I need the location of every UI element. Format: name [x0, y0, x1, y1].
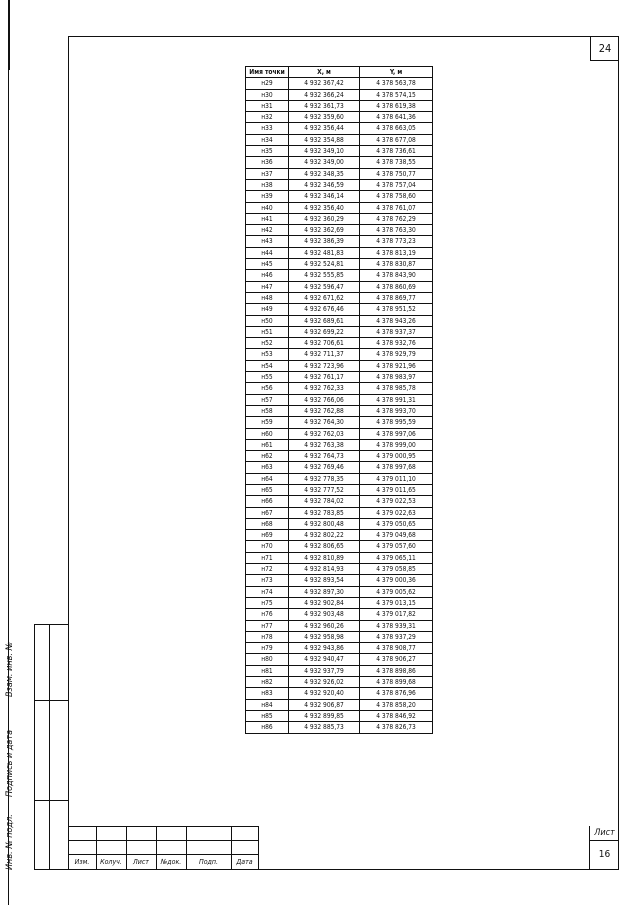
cell-y: 4 378 951,52	[360, 304, 433, 315]
table-row	[246, 564, 433, 575]
cell-point-name: н76	[246, 609, 289, 620]
cell-y: 4 378 826,73	[360, 722, 433, 733]
stamp-caption-izm: Изм.	[74, 858, 90, 866]
cell-x: 4 932 920,40	[289, 688, 360, 699]
cell-x: 4 932 960,26	[289, 620, 360, 631]
cell-x: 4 932 762,33	[289, 383, 360, 394]
table-row	[246, 281, 433, 292]
cell-y: 4 379 022,53	[360, 496, 433, 507]
cell-x: 4 932 940,47	[289, 654, 360, 665]
cell-x: 4 932 671,62	[289, 292, 360, 303]
cell-y: 4 378 983,97	[360, 372, 433, 383]
cell-y: 4 379 011,65	[360, 484, 433, 495]
cell-point-name: н46	[246, 270, 289, 281]
cell-point-name: н72	[246, 564, 289, 575]
cell-x: 4 932 937,79	[289, 665, 360, 676]
cell-point-name: н65	[246, 484, 289, 495]
cell-point-name: н71	[246, 552, 289, 563]
cell-x: 4 932 769,46	[289, 462, 360, 473]
table-row	[246, 259, 433, 270]
cell-x: 4 932 926,02	[289, 677, 360, 688]
cell-x: 4 932 723,96	[289, 360, 360, 371]
cell-point-name: н59	[246, 417, 289, 428]
cell-y: 4 378 993,70	[360, 405, 433, 416]
table-row	[246, 372, 433, 383]
table-row	[246, 518, 433, 529]
side-label-vzam-inv: Взам. инв. №	[5, 642, 15, 697]
cell-x: 4 932 897,30	[289, 586, 360, 597]
table-row	[246, 417, 433, 428]
table-row	[246, 315, 433, 326]
cell-point-name: н32	[246, 112, 289, 123]
cell-point-name: н45	[246, 259, 289, 270]
cell-x: 4 932 366,24	[289, 89, 360, 100]
cell-y: 4 379 022,63	[360, 507, 433, 518]
table-row	[246, 575, 433, 586]
cell-y: 4 378 858,20	[360, 699, 433, 710]
cell-point-name: н49	[246, 304, 289, 315]
table-row	[246, 168, 433, 179]
table-row	[246, 631, 433, 642]
cell-point-name: н48	[246, 292, 289, 303]
cell-y: 4 378 937,37	[360, 326, 433, 337]
side-approval-block	[5, 624, 68, 870]
cell-y: 4 378 939,31	[360, 620, 433, 631]
cell-point-name: н54	[246, 360, 289, 371]
cell-x: 4 932 906,87	[289, 699, 360, 710]
cell-y: 4 378 899,68	[360, 677, 433, 688]
cell-y: 4 378 663,05	[360, 123, 433, 134]
cell-x: 4 932 360,29	[289, 213, 360, 224]
cell-x: 4 932 764,30	[289, 417, 360, 428]
table-row	[246, 191, 433, 202]
cell-y: 4 378 876,96	[360, 688, 433, 699]
cell-point-name: н36	[246, 157, 289, 168]
cell-point-name: н63	[246, 462, 289, 473]
cell-point-name: н56	[246, 383, 289, 394]
cell-x: 4 932 596,47	[289, 281, 360, 292]
cell-point-name: н69	[246, 530, 289, 541]
cell-y: 4 378 843,90	[360, 270, 433, 281]
cell-x: 4 932 362,69	[289, 225, 360, 236]
cell-point-name: н33	[246, 123, 289, 134]
cell-x: 4 932 386,39	[289, 236, 360, 247]
table-row	[246, 394, 433, 405]
cell-x: 4 932 367,42	[289, 78, 360, 89]
table-row	[246, 654, 433, 665]
table-row	[246, 213, 433, 224]
cell-point-name: н43	[246, 236, 289, 247]
table-row	[246, 428, 433, 439]
cell-x: 4 932 893,54	[289, 575, 360, 586]
cell-y: 4 378 932,76	[360, 338, 433, 349]
table-row	[246, 247, 433, 258]
table-row	[246, 552, 433, 563]
table-row	[246, 530, 433, 541]
sheet-number: 16	[589, 841, 619, 870]
cell-point-name: н51	[246, 326, 289, 337]
cell-x: 4 932 356,44	[289, 123, 360, 134]
header-y: Y, м	[360, 67, 433, 78]
cell-point-name: н44	[246, 247, 289, 258]
table-row	[246, 383, 433, 394]
table-row	[246, 292, 433, 303]
cell-point-name: н85	[246, 710, 289, 721]
cell-y: 4 379 058,85	[360, 564, 433, 575]
table-row	[246, 609, 433, 620]
table-row	[246, 202, 433, 213]
header-x: X, м	[289, 67, 360, 78]
cell-point-name: н57	[246, 394, 289, 405]
coordinates-table	[245, 66, 433, 734]
table-row	[246, 722, 433, 733]
stamp-caption-podp: Подп.	[198, 858, 219, 866]
cell-x: 4 932 762,88	[289, 405, 360, 416]
table-row	[246, 462, 433, 473]
cell-x: 4 932 885,73	[289, 722, 360, 733]
side-label-signature-date: Подпись и дата	[5, 729, 15, 797]
stamp-caption-ndok: №док.	[160, 858, 182, 866]
cell-point-name: н68	[246, 518, 289, 529]
cell-point-name: н78	[246, 631, 289, 642]
table-row	[246, 270, 433, 281]
cell-y: 4 378 908,77	[360, 643, 433, 654]
cell-y: 4 379 017,82	[360, 609, 433, 620]
cell-x: 4 932 711,37	[289, 349, 360, 360]
cell-x: 4 932 524,81	[289, 259, 360, 270]
cell-x: 4 932 903,48	[289, 609, 360, 620]
cell-y: 4 378 869,77	[360, 292, 433, 303]
cell-y: 4 378 738,55	[360, 157, 433, 168]
cell-x: 4 932 481,83	[289, 247, 360, 258]
cell-y: 4 378 736,61	[360, 146, 433, 157]
cell-point-name: н73	[246, 575, 289, 586]
cell-point-name: н53	[246, 349, 289, 360]
table-row	[246, 236, 433, 247]
cell-point-name: н77	[246, 620, 289, 631]
cell-y: 4 378 758,60	[360, 191, 433, 202]
cell-point-name: н74	[246, 586, 289, 597]
table-row	[246, 134, 433, 145]
cell-x: 4 932 802,22	[289, 530, 360, 541]
cell-y: 4 378 763,30	[360, 225, 433, 236]
cell-point-name: н50	[246, 315, 289, 326]
side-divider	[49, 625, 50, 869]
cell-y: 4 378 574,15	[360, 89, 433, 100]
table-row	[246, 620, 433, 631]
cell-y: 4 378 761,07	[360, 202, 433, 213]
cell-y: 4 378 943,26	[360, 315, 433, 326]
stamp-caption-koluch: Колуч.	[100, 858, 122, 866]
cell-point-name: н58	[246, 405, 289, 416]
cell-y: 4 379 013,15	[360, 597, 433, 608]
cell-x: 4 932 784,02	[289, 496, 360, 507]
cell-x: 4 932 359,60	[289, 112, 360, 123]
cell-y: 4 379 000,36	[360, 575, 433, 586]
cell-y: 4 379 000,95	[360, 451, 433, 462]
cell-point-name: н47	[246, 281, 289, 292]
cell-point-name: н80	[246, 654, 289, 665]
cell-x: 4 932 764,73	[289, 451, 360, 462]
table-row	[246, 688, 433, 699]
cell-point-name: н64	[246, 473, 289, 484]
cell-point-name: н30	[246, 89, 289, 100]
table-row	[246, 78, 433, 89]
cell-y: 4 379 005,62	[360, 586, 433, 597]
table-row	[246, 179, 433, 190]
cell-point-name: н55	[246, 372, 289, 383]
cell-y: 4 378 677,08	[360, 134, 433, 145]
table-row	[246, 451, 433, 462]
cell-point-name: н75	[246, 597, 289, 608]
cell-y: 4 378 641,36	[360, 112, 433, 123]
table-row	[246, 225, 433, 236]
stamp-caption-data: Дата	[236, 858, 253, 866]
table-row	[246, 89, 433, 100]
stamp-caption-list: Лист	[133, 858, 149, 866]
cell-point-name: н40	[246, 202, 289, 213]
cell-point-name: н84	[246, 699, 289, 710]
cell-y: 4 378 937,29	[360, 631, 433, 642]
binding-line-top	[8, 0, 10, 70]
cell-point-name: н79	[246, 643, 289, 654]
cell-y: 4 378 846,92	[360, 710, 433, 721]
cell-y: 4 378 906,27	[360, 654, 433, 665]
cell-point-name: н62	[246, 451, 289, 462]
side-row-divider	[35, 800, 69, 801]
cell-y: 4 379 050,65	[360, 518, 433, 529]
cell-y: 4 378 830,87	[360, 259, 433, 270]
cell-x: 4 932 766,06	[289, 394, 360, 405]
cell-y: 4 378 860,69	[360, 281, 433, 292]
table-row	[246, 100, 433, 111]
cell-x: 4 932 699,22	[289, 326, 360, 337]
page-number-top: 24	[590, 37, 619, 61]
table-row	[246, 665, 433, 676]
table-row	[246, 349, 433, 360]
cell-y: 4 378 985,78	[360, 383, 433, 394]
cell-point-name: н70	[246, 541, 289, 552]
cell-x: 4 932 777,52	[289, 484, 360, 495]
table-row	[246, 326, 433, 337]
cell-y: 4 378 563,78	[360, 78, 433, 89]
cell-point-name: н60	[246, 428, 289, 439]
cell-x: 4 932 899,85	[289, 710, 360, 721]
cell-y: 4 378 773,23	[360, 236, 433, 247]
cell-y: 4 378 813,19	[360, 247, 433, 258]
cell-y: 4 378 999,00	[360, 439, 433, 450]
cell-y: 4 378 991,31	[360, 394, 433, 405]
table-row	[246, 541, 433, 552]
cell-x: 4 932 761,17	[289, 372, 360, 383]
cell-x: 4 932 356,40	[289, 202, 360, 213]
side-label-inv-podl: Инв. № подл.	[5, 814, 15, 870]
cell-point-name: н39	[246, 191, 289, 202]
stamp-line	[258, 826, 259, 870]
table-row	[246, 710, 433, 721]
cell-y: 4 379 049,68	[360, 530, 433, 541]
table-row	[246, 586, 433, 597]
cell-x: 4 932 346,14	[289, 191, 360, 202]
table-row	[246, 484, 433, 495]
cell-x: 4 932 806,65	[289, 541, 360, 552]
cell-point-name: н83	[246, 688, 289, 699]
cell-x: 4 932 348,35	[289, 168, 360, 179]
cell-point-name: н86	[246, 722, 289, 733]
cell-x: 4 932 555,85	[289, 270, 360, 281]
table-row	[246, 473, 433, 484]
cell-x: 4 932 800,48	[289, 518, 360, 529]
table-row	[246, 496, 433, 507]
cell-x: 4 932 689,61	[289, 315, 360, 326]
cell-y: 4 379 011,10	[360, 473, 433, 484]
cell-y: 4 378 929,79	[360, 349, 433, 360]
table-row	[246, 507, 433, 518]
cell-y: 4 378 619,38	[360, 100, 433, 111]
table-row	[246, 699, 433, 710]
cell-x: 4 932 958,98	[289, 631, 360, 642]
cell-point-name: н82	[246, 677, 289, 688]
cell-point-name: н34	[246, 134, 289, 145]
cell-y: 4 379 057,60	[360, 541, 433, 552]
cell-point-name: н52	[246, 338, 289, 349]
cell-point-name: н67	[246, 507, 289, 518]
cell-x: 4 932 346,59	[289, 179, 360, 190]
cell-point-name: н61	[246, 439, 289, 450]
cell-point-name: н81	[246, 665, 289, 676]
table-row	[246, 643, 433, 654]
table-row	[246, 439, 433, 450]
cell-y: 4 378 757,04	[360, 179, 433, 190]
cell-y: 4 378 997,68	[360, 462, 433, 473]
cell-x: 4 932 814,93	[289, 564, 360, 575]
cell-x: 4 932 783,85	[289, 507, 360, 518]
cell-x: 4 932 943,86	[289, 643, 360, 654]
cell-point-name: н31	[246, 100, 289, 111]
cell-x: 4 932 361,73	[289, 100, 360, 111]
cell-x: 4 932 354,88	[289, 134, 360, 145]
header-point-name: Имя точки	[246, 67, 289, 78]
cell-x: 4 932 706,61	[289, 338, 360, 349]
table-row	[246, 677, 433, 688]
cell-y: 4 378 921,96	[360, 360, 433, 371]
side-row-divider	[35, 700, 69, 701]
table-row	[246, 360, 433, 371]
cell-y: 4 378 750,77	[360, 168, 433, 179]
cell-y: 4 378 997,06	[360, 428, 433, 439]
cell-x: 4 932 349,10	[289, 146, 360, 157]
table-row	[246, 112, 433, 123]
table-row	[246, 123, 433, 134]
cell-x: 4 932 763,38	[289, 439, 360, 450]
table-row	[246, 146, 433, 157]
sheet-label: Лист	[589, 826, 619, 841]
cell-y: 4 378 898,86	[360, 665, 433, 676]
table-header-row	[246, 67, 433, 78]
cell-x: 4 932 810,89	[289, 552, 360, 563]
table-row	[246, 338, 433, 349]
cell-x: 4 932 762,03	[289, 428, 360, 439]
table-row	[246, 304, 433, 315]
cell-x: 4 932 676,46	[289, 304, 360, 315]
cell-y: 4 379 065,11	[360, 552, 433, 563]
cell-x: 4 932 902,84	[289, 597, 360, 608]
cell-point-name: н42	[246, 225, 289, 236]
cell-point-name: н66	[246, 496, 289, 507]
table-row	[246, 405, 433, 416]
cell-point-name: н35	[246, 146, 289, 157]
cell-point-name: н38	[246, 179, 289, 190]
table-row	[246, 157, 433, 168]
cell-y: 4 378 995,59	[360, 417, 433, 428]
title-block	[68, 826, 619, 870]
cell-y: 4 378 762,29	[360, 213, 433, 224]
cell-point-name: н41	[246, 213, 289, 224]
cell-x: 4 932 778,35	[289, 473, 360, 484]
table-row	[246, 597, 433, 608]
cell-x: 4 932 349,00	[289, 157, 360, 168]
cell-point-name: н29	[246, 78, 289, 89]
cell-point-name: н37	[246, 168, 289, 179]
